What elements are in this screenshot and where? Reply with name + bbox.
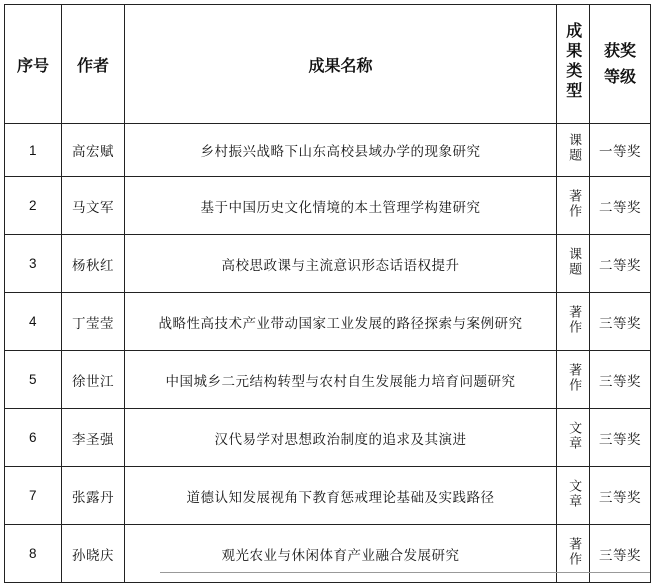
row-title: 基于中国历史文化情境的本土管理学构建研究 bbox=[125, 177, 557, 235]
header-level-line1: 获奖 bbox=[603, 41, 636, 61]
row-index: 1 bbox=[5, 124, 62, 177]
table-row bbox=[5, 235, 651, 293]
row-type-label: 著作 bbox=[566, 304, 582, 335]
row-author: 张露丹 bbox=[62, 467, 125, 525]
row-title: 道德认知发展视角下教育惩戒理论基础及实践路径 bbox=[125, 467, 557, 525]
header-index: 序号 bbox=[5, 5, 62, 124]
row-type-label: 著作 bbox=[566, 536, 582, 567]
row-type bbox=[557, 525, 590, 583]
row-type bbox=[557, 124, 590, 177]
row-type-label: 课题 bbox=[566, 133, 582, 163]
table-row bbox=[5, 293, 651, 351]
row-level: 一等奖 bbox=[590, 124, 651, 177]
row-index: 5 bbox=[5, 351, 62, 409]
row-level: 二等奖 bbox=[590, 235, 651, 293]
row-index: 3 bbox=[5, 235, 62, 293]
row-index: 8 bbox=[5, 525, 62, 583]
table-row bbox=[5, 467, 651, 525]
table-row bbox=[5, 525, 651, 583]
bottom-divider bbox=[160, 572, 650, 573]
header-level-line2: 等级 bbox=[603, 67, 636, 86]
row-type bbox=[557, 235, 590, 293]
row-title: 乡村振兴战略下山东高校县域办学的现象研究 bbox=[125, 124, 557, 177]
row-level: 三等奖 bbox=[590, 293, 651, 351]
row-level: 二等奖 bbox=[590, 177, 651, 235]
row-title: 汉代易学对思想政治制度的追求及其演进 bbox=[125, 409, 557, 467]
row-title: 中国城乡二元结构转型与农村自生发展能力培育问题研究 bbox=[125, 351, 557, 409]
table-row bbox=[5, 351, 651, 409]
header-type-label: 成果类型 bbox=[563, 22, 583, 102]
row-index: 6 bbox=[5, 409, 62, 467]
row-author: 徐世江 bbox=[62, 351, 125, 409]
table-row bbox=[5, 177, 651, 235]
row-title: 战略性高技术产业带动国家工业发展的路径探索与案例研究 bbox=[125, 293, 557, 351]
row-type-label: 著作 bbox=[566, 188, 582, 219]
row-type bbox=[557, 293, 590, 351]
header-type bbox=[557, 5, 590, 124]
table-row bbox=[5, 409, 651, 467]
row-type-label: 文章 bbox=[566, 478, 582, 509]
row-author: 丁莹莹 bbox=[62, 293, 125, 351]
row-type-label: 课题 bbox=[566, 246, 582, 277]
awards-table bbox=[4, 4, 651, 583]
row-type bbox=[557, 177, 590, 235]
row-author: 杨秋红 bbox=[62, 235, 125, 293]
row-index: 7 bbox=[5, 467, 62, 525]
row-author: 李圣强 bbox=[62, 409, 125, 467]
header-title: 成果名称 bbox=[125, 5, 557, 124]
row-type bbox=[557, 467, 590, 525]
row-level: 三等奖 bbox=[590, 409, 651, 467]
row-level: 三等奖 bbox=[590, 351, 651, 409]
row-type-label: 文章 bbox=[566, 420, 582, 451]
row-level: 三等奖 bbox=[590, 525, 651, 583]
header-author: 作者 bbox=[62, 5, 125, 124]
row-type bbox=[557, 409, 590, 467]
header-level bbox=[590, 5, 651, 124]
row-type bbox=[557, 351, 590, 409]
row-index: 4 bbox=[5, 293, 62, 351]
row-level: 三等奖 bbox=[590, 467, 651, 525]
row-title: 观光农业与休闲体育产业融合发展研究 bbox=[125, 525, 557, 583]
row-title: 高校思政课与主流意识形态话语权提升 bbox=[125, 235, 557, 293]
row-type-label: 著作 bbox=[566, 362, 582, 393]
table-row bbox=[5, 124, 651, 177]
row-author: 高宏赋 bbox=[62, 124, 125, 177]
row-author: 马文军 bbox=[62, 177, 125, 235]
row-index: 2 bbox=[5, 177, 62, 235]
table-header-row bbox=[5, 5, 651, 124]
row-author: 孙晓庆 bbox=[62, 525, 125, 583]
